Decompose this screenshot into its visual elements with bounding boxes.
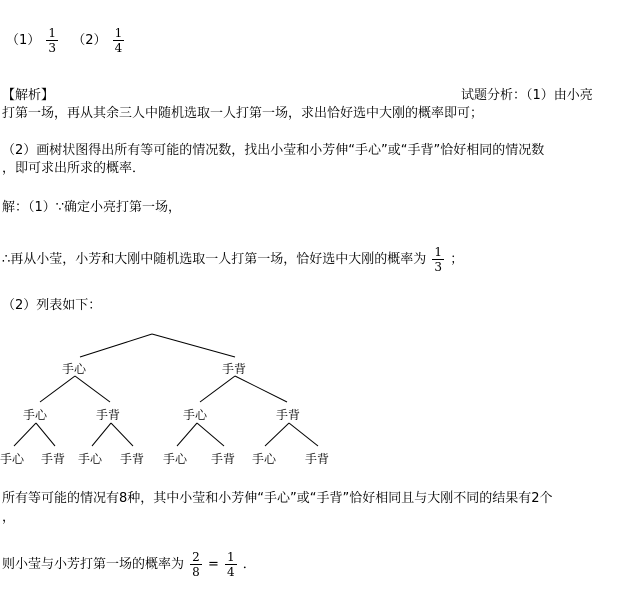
tree-edge [75, 376, 110, 402]
solution-line4: 所有等可能的情况有8种，其中小莹和小芳伸“手心”或“手背”恰好相同且与大刚不同的结果有2个 [2, 491, 553, 506]
fraction-denominator: 3 [434, 260, 443, 274]
fraction-numerator: 2 [192, 550, 200, 564]
fraction-denominator: 4 [114, 41, 123, 55]
fraction-denominator: 3 [48, 41, 57, 55]
tree-node-level3: 手心 [0, 452, 25, 466]
tree-edge [200, 376, 235, 402]
answer-part2-label: （2） [72, 33, 107, 48]
fraction-numerator: 1 [434, 245, 443, 259]
tree-edge [111, 423, 133, 446]
tree-edge [92, 423, 111, 446]
tree-node-level1: 手心 [62, 362, 87, 376]
solution-line6-text: 则小莹与小芳打第一场的概率为 [2, 557, 185, 572]
tree-edge [14, 423, 36, 446]
solution-line5: ， [2, 510, 16, 525]
tree-edge [177, 423, 197, 446]
fraction-denominator: 8 [192, 565, 200, 579]
tree-edge [289, 423, 318, 446]
analysis-para2-line2: ，即可求出所求的概率． [2, 161, 146, 176]
analysis-intro-line2: 打第一场，再从其余三人中随机选取一人打第一场，求出恰好选中大刚的概率即可； [2, 106, 484, 121]
tree-node-level3: 手背 [305, 452, 330, 466]
tree-edge [235, 376, 287, 402]
tree-node-level2: 手心 [183, 408, 208, 422]
analysis-heading: 【解析】 [2, 88, 55, 103]
tree-edge [265, 423, 289, 446]
tree-node-level2: 手心 [23, 408, 48, 422]
tree-edge [152, 334, 235, 357]
fraction-numerator: 1 [114, 26, 123, 40]
tree-edge [36, 423, 55, 446]
tree-edge [80, 334, 152, 357]
fraction-denominator: 4 [226, 565, 235, 579]
equals-sign: = [207, 557, 219, 572]
tree-node-level3: 手背 [41, 452, 66, 466]
tree-node-level3: 手心 [163, 452, 188, 466]
analysis-para2-line1: （2）画树状图得出所有等可能的情况数，找出小莹和小芳伸“手心”或“手背”恰好相同的情况数 [2, 143, 545, 158]
tree-edge [40, 376, 75, 402]
solution-line2-end: ； [450, 252, 464, 267]
solution-line6 [2, 550, 256, 579]
result-fraction-2 [225, 550, 237, 579]
solution-line1: 解：（1）∵确定小亮打第一场， [2, 200, 182, 215]
solution-line6-end: ． [242, 557, 256, 572]
answer-part1-label: （1） [6, 33, 41, 48]
tree-node-level3: 手背 [211, 452, 236, 466]
tree-node-level1: 手背 [222, 362, 247, 376]
tree-node-level3: 手背 [120, 452, 145, 466]
solution-line2-text: ∴再从小莹，小芳和大刚中随机选取一人打第一场，恰好选中大刚的概率为 [2, 252, 427, 267]
fraction-numerator: 1 [226, 550, 235, 564]
fraction-numerator: 1 [48, 26, 57, 40]
analysis-intro-right: 试题分析：（1）由小亮 [461, 88, 593, 103]
tree-node-level2: 手背 [276, 408, 301, 422]
result-fraction-1 [190, 550, 202, 579]
tree-node-level3: 手心 [78, 452, 103, 466]
tree-node-level3: 手心 [252, 452, 277, 466]
tree-edge [197, 423, 224, 446]
solution-line3: （2）列表如下： [2, 298, 102, 313]
tree-node-level2: 手背 [96, 408, 121, 422]
